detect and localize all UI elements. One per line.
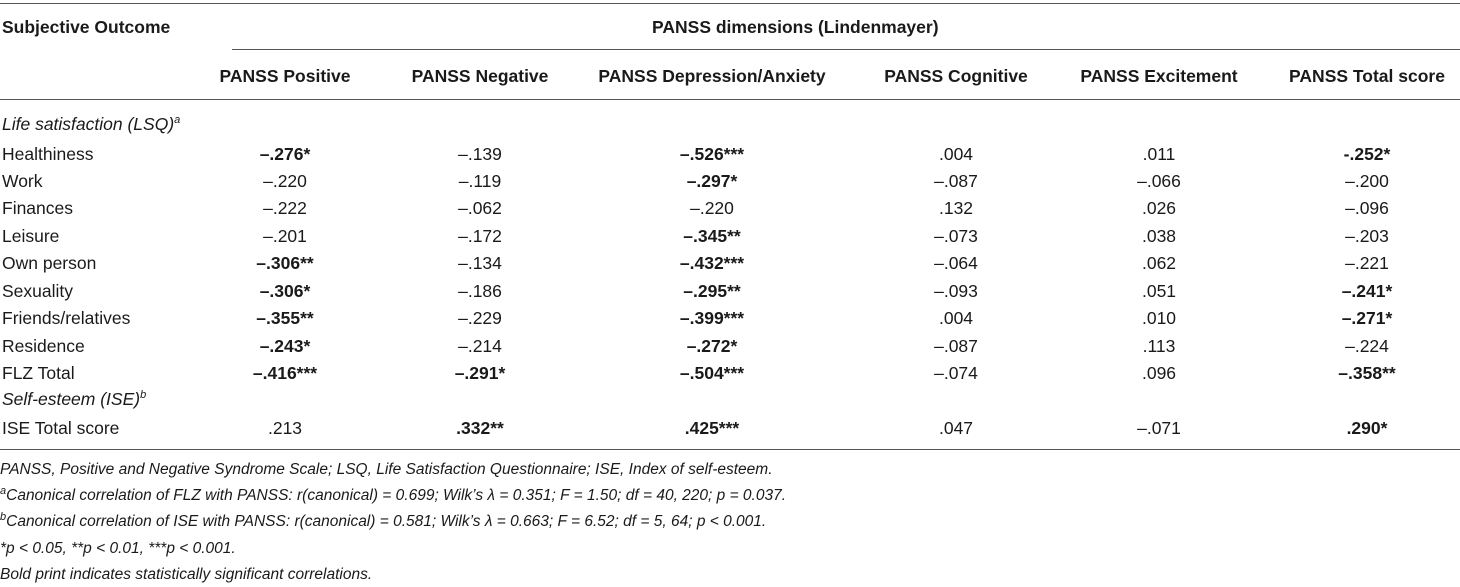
- table-cell: –.201: [263, 226, 307, 246]
- table-cell: .096: [1141, 363, 1177, 383]
- row-label: Healthiness: [2, 144, 94, 164]
- footnote-abbreviations: PANSS, Positive and Negative Syndrome Scale; LSQ, Life Satisfaction Questionnaire; ISE, Index of self-esteem.: [0, 461, 773, 478]
- table-cell: –.399***: [679, 308, 745, 328]
- table-cell: –.073: [934, 226, 978, 246]
- table-cell: –.062: [458, 198, 502, 218]
- table-cell: –.229: [458, 308, 502, 328]
- header-rule: [0, 99, 1460, 100]
- table-cell: .038: [1141, 226, 1177, 246]
- table-cell: –.345**: [683, 226, 741, 246]
- table-cell: –.355**: [256, 308, 314, 328]
- table-cell: –.222: [263, 198, 307, 218]
- table-cell: –.221: [1345, 253, 1389, 273]
- table-cell: –.306*: [259, 281, 311, 301]
- section-title-footnote-marker: a: [174, 114, 181, 127]
- table-cell: –.119: [458, 171, 502, 191]
- row-label: Leisure: [2, 226, 60, 246]
- column-header: PANSS Excitement: [1080, 66, 1238, 86]
- table-cell: –.172: [458, 226, 502, 246]
- table-cell: –.200: [1345, 171, 1389, 191]
- table-cell: .010: [1141, 308, 1177, 328]
- row-label: Friends/relatives: [2, 308, 131, 328]
- row-label: Sexuality: [2, 281, 74, 301]
- column-header: PANSS Negative: [411, 66, 549, 86]
- table-cell: .425***: [684, 418, 740, 438]
- section-title-text: Self-esteem (ISE): [2, 389, 141, 409]
- table-cell: –.243*: [259, 336, 311, 356]
- table-cell: –.526***: [679, 144, 745, 164]
- column-header: PANSS Total score: [1289, 66, 1445, 86]
- table-cell: –.220: [263, 171, 307, 191]
- footnote-a-text: Canonical correlation of FLZ with PANSS: r(canonical) = 0.699; Wilk’s λ = 0.351; F = 1.50; df = 40, 220; p = 0.037.: [6, 487, 787, 504]
- table-cell: –.134: [458, 253, 502, 273]
- table-cell: .132: [938, 198, 974, 218]
- footnote-bold: Bold print indicates statistically significant correlations.: [0, 566, 373, 583]
- table-cell: –.203: [1345, 226, 1389, 246]
- table-cell: .047: [938, 418, 974, 438]
- group-header: PANSS dimensions (Lindenmayer): [652, 17, 939, 37]
- table-cell: –.276*: [259, 144, 311, 164]
- table-cell: –.358**: [1338, 363, 1396, 383]
- footnote-significance: *p < 0.05, **p < 0.01, ***p < 0.001.: [0, 540, 236, 557]
- section-title: [2, 114, 180, 134]
- table-cell: –.504***: [679, 363, 745, 383]
- table-cell: –.291*: [454, 363, 506, 383]
- table-cell: .004: [938, 144, 974, 164]
- table-cell: –.306**: [256, 253, 314, 273]
- group-rule: [232, 49, 1460, 50]
- footnote-a-marker: a: [0, 484, 7, 497]
- row-label: ISE Total score: [2, 418, 120, 438]
- bottom-rule: [0, 449, 1460, 450]
- table-cell: –.272*: [686, 336, 738, 356]
- section-title-footnote-marker: b: [140, 389, 147, 402]
- row-label: Residence: [2, 336, 85, 356]
- table-cell: –.241*: [1341, 281, 1393, 301]
- table-cell: –.214: [458, 336, 502, 356]
- table-cell: .011: [1142, 144, 1176, 164]
- table-cell: .051: [1141, 281, 1177, 301]
- table-cell: .332**: [456, 418, 504, 438]
- table-cell: –.066: [1137, 171, 1181, 191]
- table-cell: –.271*: [1341, 308, 1393, 328]
- table-cell: .290*: [1346, 418, 1388, 438]
- table-cell: –.297*: [686, 171, 738, 191]
- table-cell: –.224: [1345, 336, 1389, 356]
- column-header: PANSS Positive: [219, 66, 351, 86]
- section-title: [2, 389, 146, 409]
- table-cell: .113: [1142, 336, 1176, 356]
- row-label: Work: [2, 171, 43, 191]
- row-label: Own person: [2, 253, 97, 273]
- table-cell: –.064: [934, 253, 978, 273]
- table-cell: –.416***: [252, 363, 318, 383]
- column-header: PANSS Depression/Anxiety: [598, 66, 826, 86]
- table-cell: –.432***: [679, 253, 745, 273]
- table-cell: –.295**: [683, 281, 741, 301]
- table-cell: –.074: [934, 363, 978, 383]
- table-cell: –.087: [934, 336, 978, 356]
- footnote-a: [0, 484, 787, 505]
- footnote-b-text: Canonical correlation of ISE with PANSS: r(canonical) = 0.581; Wilk’s λ = 0.663; F = 6.52; df = 5, 64; p < 0.001.: [6, 513, 767, 530]
- footnote-b: [0, 510, 767, 531]
- table-cell: –.220: [690, 198, 734, 218]
- table-cell: .026: [1141, 198, 1177, 218]
- column-header: PANSS Cognitive: [884, 66, 1028, 86]
- top-rule: [0, 3, 1460, 4]
- row-label: Finances: [2, 198, 74, 218]
- table-cell: .004: [938, 308, 974, 328]
- row-label-header: Subjective Outcome: [2, 17, 171, 37]
- table-cell: -.252*: [1343, 144, 1391, 164]
- table-cell: –.093: [934, 281, 978, 301]
- section-title-text: Life satisfaction (LSQ): [2, 114, 175, 134]
- row-label: FLZ Total: [2, 363, 75, 383]
- footnote-b-marker: b: [0, 510, 7, 523]
- table-cell: –.071: [1137, 418, 1181, 438]
- table-cell: –.087: [934, 171, 978, 191]
- table-cell: –.096: [1345, 198, 1389, 218]
- table-cell: –.139: [458, 144, 502, 164]
- table-cell: –.186: [458, 281, 502, 301]
- table-cell: .213: [267, 418, 303, 438]
- table-cell: .062: [1141, 253, 1177, 273]
